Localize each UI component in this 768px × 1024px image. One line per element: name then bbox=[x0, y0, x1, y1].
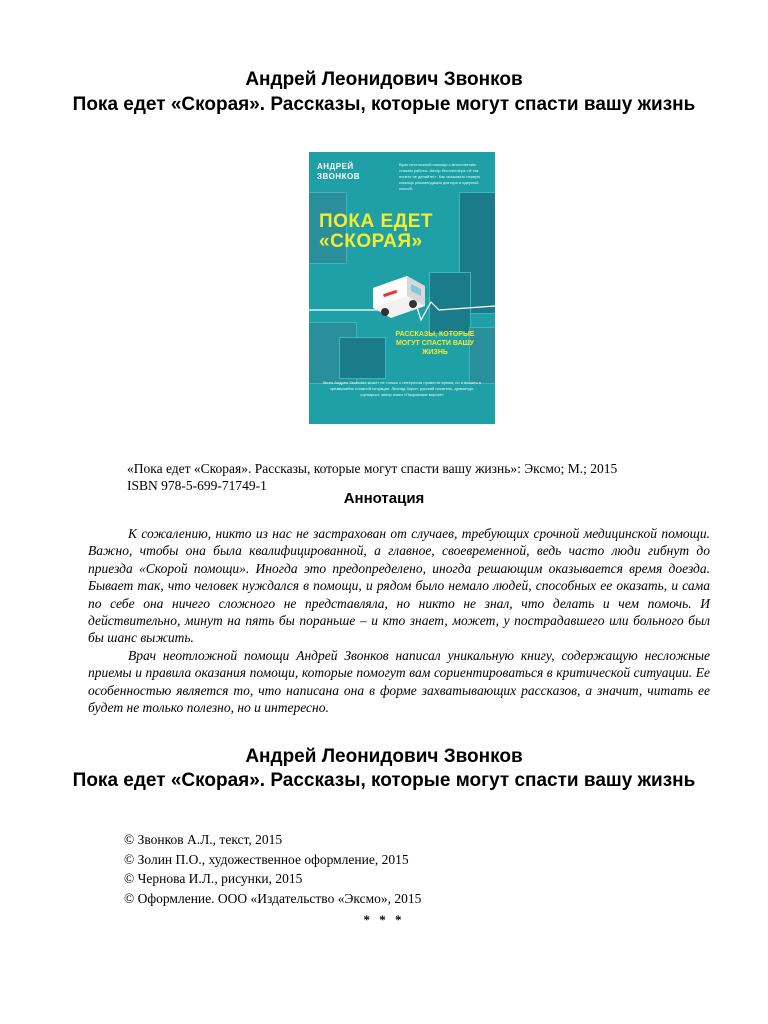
section-title-heading: Пока едет «Скорая». Рассказы, которые могут спасти вашу жизнь bbox=[72, 770, 696, 791]
cover-top-blurb: Врач неотложной помощи с многолетним стажем работы. Автор бестселлера «И так ничего не делайте!». Как оказывать первую помощь рекомендации доктора и ядерный способ. bbox=[399, 162, 481, 191]
cover-bottom-blurb: Книга Андрея Звонкова может не только с интересом провести время, но и выжить в чрезвычайно сложной ситуации. Леонид Зорин, русский писатель, драматург, сценарист, автор книги «Покровские ворота» bbox=[322, 380, 482, 397]
copyright-line: © Звонков А.Л., текст, 2015 bbox=[124, 832, 283, 847]
copyright-list bbox=[124, 830, 644, 908]
copyright-line: © Чернова И.Л., рисунки, 2015 bbox=[124, 871, 303, 886]
ambulance-icon bbox=[367, 270, 429, 320]
bibliographic-info bbox=[127, 460, 707, 494]
annotation-heading: Аннотация bbox=[343, 490, 425, 507]
cover-author-name: АНДРЕЙ ЗВОНКОВ bbox=[317, 162, 360, 181]
section-author-heading: Андрей Леонидович Звонков bbox=[245, 746, 523, 767]
book-author-heading: Андрей Леонидович Звонков bbox=[245, 69, 523, 90]
copyright-line: © Золин П.О., художественное оформление, 2015 bbox=[124, 851, 409, 867]
annotation-paragraph: Врач неотложной помощи Андрей Звонков написал уникальную книгу, содержащую несложные приемы и правила оказания помощи, которые помогут вам сориентироваться в критической ситуации. Ее особенностью является то, что написана она в форме захватывающих рассказов, а значит, читать ее будет не только полезно, но и интересно. bbox=[88, 647, 710, 716]
cover-subtitle: РАССКАЗЫ, КОТОРЫЕ МОГУТ СПАСТИ ВАШУ ЖИЗНЬ bbox=[395, 331, 475, 356]
cover-title: ПОКА ЕДЕТ «СКОРАЯ» bbox=[319, 211, 434, 252]
annotation-text bbox=[88, 525, 710, 716]
book-cover-image bbox=[309, 152, 495, 424]
bibliographic-line: «Пока едет «Скорая». Рассказы, которые могут спасти вашу жизнь»: Эксмо; М.; 2015 bbox=[127, 461, 618, 476]
annotation-paragraph: К сожалению, никто из нас не застрахован от случаев, требующих срочной медицинской помощи. Важно, чтобы она была квалифицированной, а главное, своевременной, ведь часто люди гибнут до приезда «Скорой помощи». Иногда это предопределено, иногда решающим оказывается время доезда. Бывает так, что человек нуждался в помощи, и рядом было немало людей, способных ее оказать, и сама по себе она ничего сложного не представляла, но никто не знал, что делать и чем помочь. И действительно, минут на пять бы пораньше – и кто знает, может, у пострадавшего или больного был бы шанс выжить. bbox=[88, 526, 710, 646]
book-title-heading: Пока едет «Скорая». Рассказы, которые могут спасти вашу жизнь bbox=[72, 94, 696, 115]
copyright-line: © Оформление. ООО «Издательство «Эксмо», 2015 bbox=[124, 890, 422, 906]
isbn-line: ISBN 978-5-699-71749-1 bbox=[127, 478, 267, 493]
section-separator: * * * bbox=[363, 912, 405, 927]
